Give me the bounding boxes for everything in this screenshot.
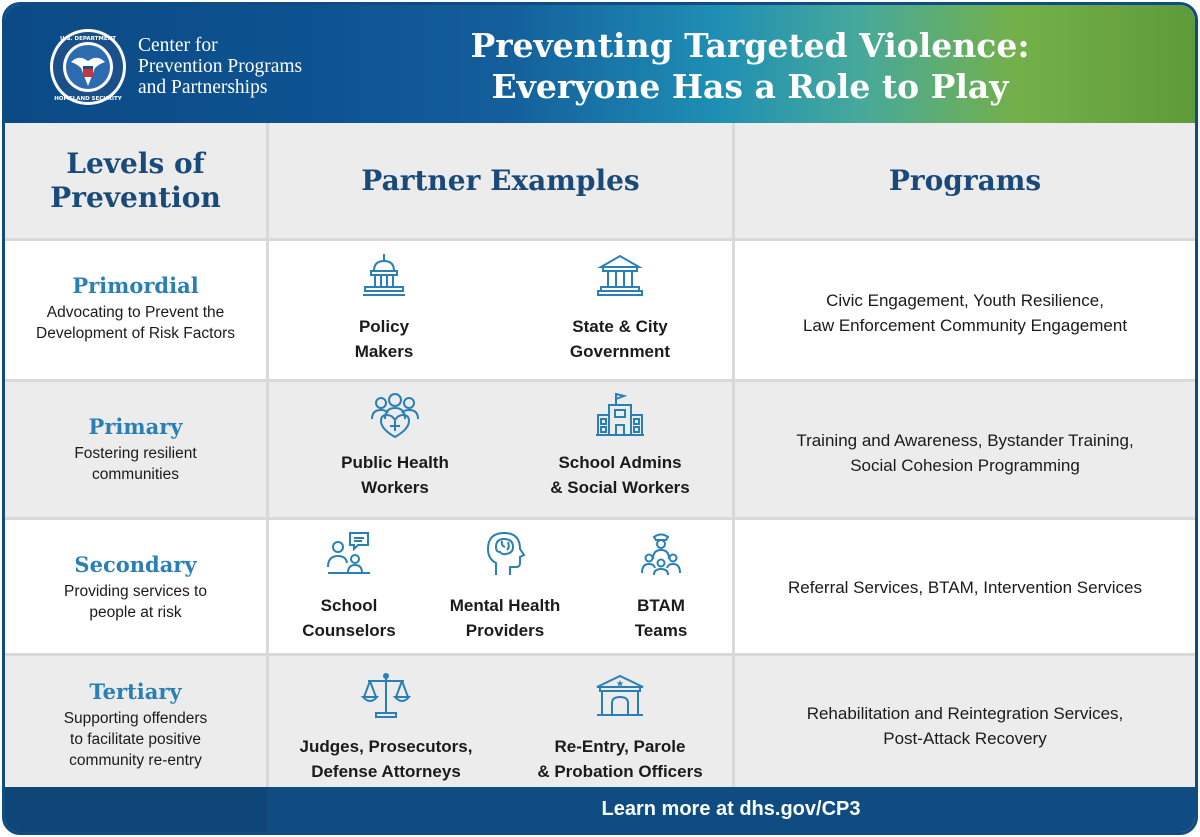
prevention-table	[5, 123, 1195, 787]
svg-text:U.S. DEPARTMENT: U.S. DEPARTMENT	[60, 36, 116, 42]
level-name: Secondary	[74, 552, 197, 577]
dhs-seal-icon	[49, 28, 127, 106]
programs-tertiary	[735, 701, 1195, 751]
government-building-icon	[595, 251, 645, 301]
partner-label-line: Re-Entry, Parole	[554, 737, 686, 756]
partner-label	[603, 593, 719, 643]
level-description-line: community re-entry	[69, 752, 202, 769]
partner-judges-prosecutors	[283, 671, 489, 784]
program-line: Civic Engagement, Youth Resilience,	[826, 291, 1104, 310]
partner-label-line: BTAM	[637, 596, 685, 615]
partner-label-line: Makers	[354, 342, 414, 361]
level-description-line: Providing services to	[63, 583, 207, 600]
partner-label-line: Judges, Prosecutors,	[299, 737, 473, 756]
title-line: Everyone Has a Role to Play	[491, 67, 1009, 106]
column-heading-programs: Programs	[888, 164, 1042, 197]
partner-btam-teams	[603, 529, 719, 643]
partner-label-line: Counselors	[302, 621, 396, 640]
partner-label-line: Workers	[361, 478, 429, 497]
partner-label-line: & Social Workers	[550, 478, 690, 497]
program-line: Referral Services, BTAM, Intervention Services	[788, 578, 1142, 597]
org-name-line: and Partnerships	[138, 77, 268, 98]
program-line: Rehabilitation and Reintegration Services,	[806, 704, 1124, 723]
partner-label-line: Government	[569, 342, 671, 361]
level-description-line: communities	[92, 466, 179, 483]
partner-label-line: & Probation Officers	[537, 762, 703, 781]
program-line: Post-Attack Recovery	[883, 729, 1047, 748]
level-name: Tertiary	[89, 679, 182, 704]
footer	[5, 787, 1195, 832]
column-heading-line: Prevention	[50, 180, 221, 214]
partner-label	[525, 450, 715, 500]
page-title	[405, 25, 1095, 107]
level-description-line: Advocating to Prevent the	[46, 304, 225, 321]
school-icon	[594, 391, 646, 441]
partner-label-line: Defense Attorneys	[311, 762, 461, 781]
partner-label	[297, 450, 493, 500]
partner-school-counselors	[285, 529, 413, 643]
brain-head-icon	[480, 529, 530, 579]
partner-label	[297, 314, 471, 364]
org-name-line: Prevention Programs	[138, 56, 303, 77]
partner-mental-health-providers	[427, 529, 583, 643]
program-line: Law Enforcement Community Engagement	[802, 316, 1128, 335]
level-description	[5, 443, 266, 485]
partner-re-entry-parole	[519, 671, 721, 784]
header-banner	[5, 5, 1195, 123]
level-name: Primary	[88, 414, 183, 439]
level-description	[5, 581, 266, 623]
level-primary	[5, 414, 266, 485]
level-description-line: Development of Risk Factors	[36, 325, 235, 342]
level-name: Primordial	[72, 273, 199, 298]
column-heading-partners: Partner Examples	[361, 164, 640, 197]
partner-school-admins	[525, 391, 715, 500]
partner-public-health-workers	[297, 391, 493, 500]
partner-label-line: Mental Health	[449, 596, 561, 615]
scales-of-justice-icon	[360, 671, 412, 721]
infographic	[2, 2, 1198, 835]
programs-secondary	[735, 575, 1195, 600]
partner-label-line: School Admins	[558, 453, 682, 472]
column-heading-levels	[5, 123, 266, 238]
programs-primary	[735, 428, 1195, 478]
partner-label	[525, 314, 715, 364]
footer-link[interactable]: Learn more at dhs.gov/CP3	[601, 798, 861, 820]
programs-primordial	[735, 288, 1195, 338]
partner-label	[285, 593, 413, 643]
health-workers-icon	[367, 391, 423, 441]
capitol-icon	[359, 251, 409, 301]
footer-left-block	[5, 787, 267, 832]
level-description	[5, 302, 266, 344]
level-description-line: to facilitate positive	[70, 731, 201, 748]
level-description-line: Supporting offenders	[63, 710, 208, 727]
partner-label-line: Teams	[634, 621, 688, 640]
column-heading-line: Levels of	[66, 146, 205, 180]
partner-label-line: State & City	[572, 317, 668, 336]
level-tertiary	[5, 679, 266, 771]
level-description-line: Fostering resilient	[74, 445, 197, 462]
partner-label	[283, 734, 489, 784]
org-name	[138, 35, 378, 98]
level-secondary	[5, 552, 266, 623]
partner-label-line: Providers	[465, 621, 545, 640]
partner-state-city-government	[525, 251, 715, 364]
partner-label-line: Public Health	[341, 453, 449, 472]
program-line: Training and Awareness, Bystander Training,	[796, 431, 1134, 450]
partner-label	[519, 734, 721, 784]
partner-policy-makers	[297, 251, 471, 364]
title-line: Preventing Targeted Violence:	[470, 26, 1030, 65]
level-primordial	[5, 273, 266, 344]
svg-text:HOMELAND SECURITY: HOMELAND SECURITY	[54, 96, 122, 102]
partner-label-line: Policy	[358, 317, 410, 336]
level-description	[5, 708, 266, 771]
partner-label-line: School	[320, 596, 378, 615]
station-building-icon	[594, 671, 646, 721]
level-description-line: people at risk	[89, 604, 182, 621]
org-name-line: Center for	[138, 35, 218, 56]
program-line: Social Cohesion Programming	[850, 456, 1080, 475]
team-icon	[636, 529, 686, 579]
counselor-icon	[324, 529, 374, 579]
partner-label	[427, 593, 583, 643]
